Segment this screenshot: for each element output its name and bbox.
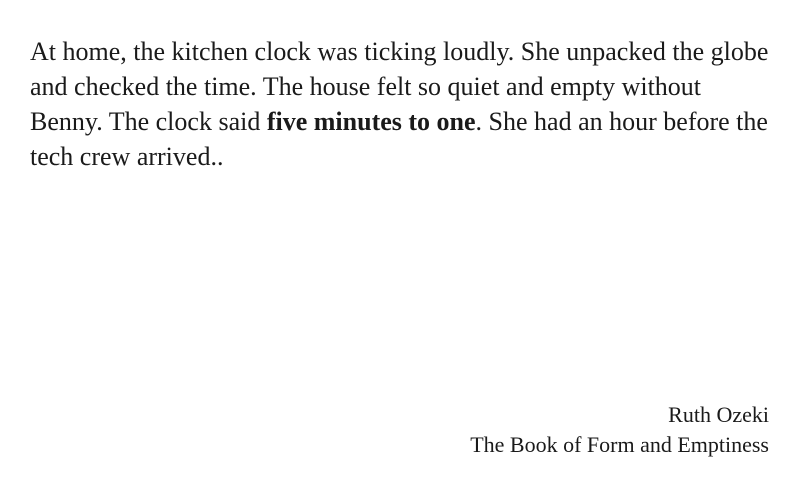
quote-passage — [30, 34, 775, 174]
passage-emphasis: five minutes to one — [266, 107, 476, 136]
book-title: The Book of Form and Emptiness — [470, 432, 769, 457]
passage-text-before: At home, the kitchen clock was ticking loudly. She unpacked the globe and checked the time. The house felt so quiet and empty without Benny. The clock said — [30, 37, 769, 136]
author-name: Ruth Ozeki — [668, 402, 769, 427]
passage-text-after: . She had an hour before the tech crew arrived.. — [30, 107, 768, 171]
attribution — [470, 400, 769, 460]
